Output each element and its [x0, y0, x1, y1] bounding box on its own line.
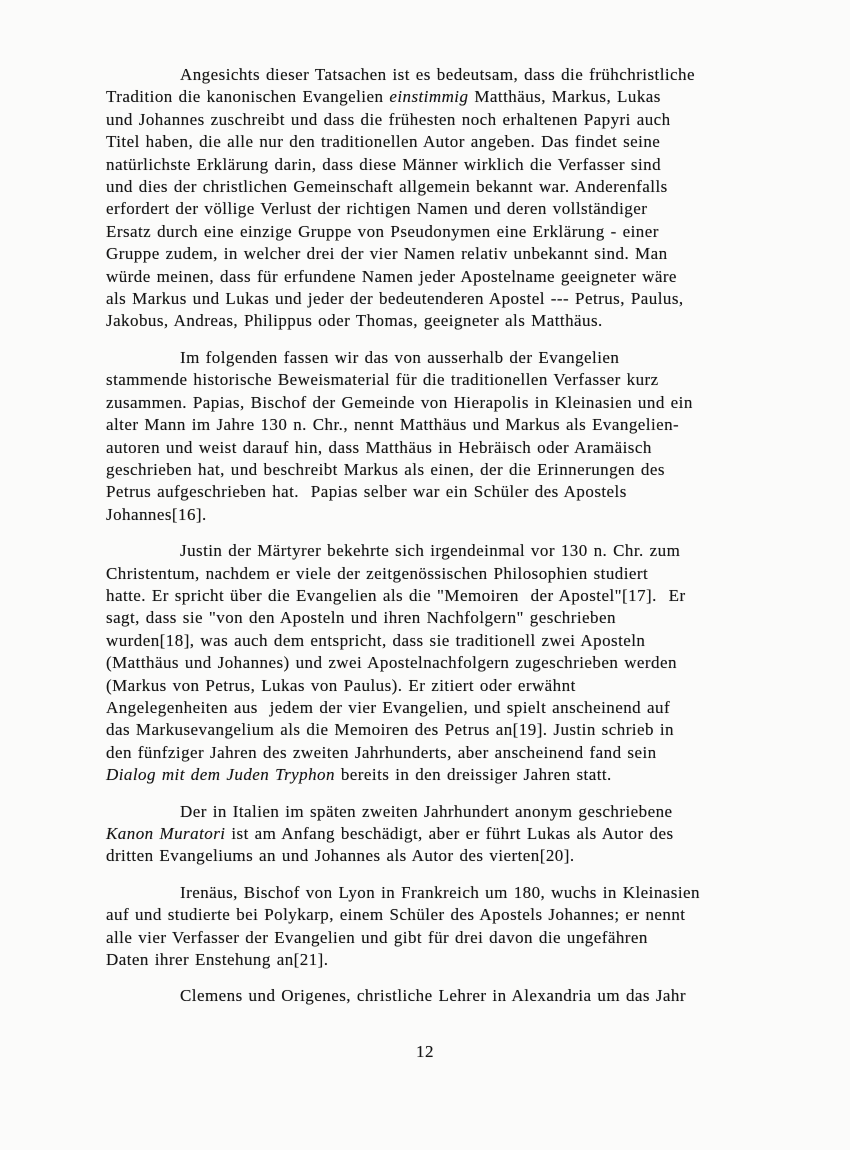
- text-segment: Matthäus, Markus, Lukas: [468, 87, 661, 107]
- text-segment: und dies der christlichen Gemeinschaft allgemein bekannt war. Anderenfalls: [106, 177, 668, 197]
- text-line: [106, 176, 766, 198]
- text-segment: Angesichts dieser Tatsachen ist es bedeutsam, dass die frühchristliche: [180, 65, 695, 84]
- text-segment: Jakobus, Andreas, Philippus oder Thomas, geeigneter als Matthäus.: [106, 311, 603, 331]
- text-line: [106, 414, 766, 436]
- text-segment: auf und studierte bei Polykarp, einem Schüler des Apostels Johannes; er nennt: [106, 905, 686, 925]
- text-line: [106, 585, 766, 607]
- text-segment: zusammen. Papias, Bischof der Gemeinde von Hierapolis in Kleinasien und ein: [106, 392, 693, 412]
- text-line: [106, 801, 766, 823]
- italic-text-segment: Kanon Muratori: [106, 824, 226, 843]
- text-line: [106, 904, 766, 926]
- text-line: [106, 563, 766, 585]
- text-line: [106, 459, 766, 481]
- text-line: [106, 927, 766, 949]
- paragraph: [106, 801, 766, 868]
- text-segment: Angelegenheiten aus jedem der vier Evangelien, und spielt anscheinend auf: [106, 697, 671, 717]
- text-line: [106, 243, 766, 265]
- text-line: [106, 266, 766, 288]
- text-segment: (Markus von Petrus, Lukas von Paulus). Er zitiert oder erwähnt: [106, 675, 576, 695]
- document-text: [106, 64, 766, 1008]
- text-segment: dritten Evangeliums an und Johannes als Autor des vierten[20].: [106, 846, 575, 866]
- text-segment: Justin der Märtyrer bekehrte sich irgendeinmal vor 130 n. Chr. zum: [180, 541, 681, 561]
- text-segment: und Johannes zuschreibt und dass die frühesten noch erhaltenen Papyri auch: [106, 109, 671, 129]
- text-line: [106, 109, 766, 131]
- text-segment: den fünfziger Jahren des zweiten Jahrhunderts, aber anscheinend fand sein: [106, 742, 657, 762]
- italic-text-segment: Dialog mit dem Juden Tryphon: [106, 765, 335, 785]
- text-line: [106, 221, 766, 243]
- text-line: [106, 154, 766, 176]
- text-segment: Irenäus, Bischof von Lyon in Frankreich um 180, wuchs in Kleinasien: [180, 882, 700, 902]
- text-segment: Petrus aufgeschrieben hat. Papias selber war ein Schüler des Apostels: [106, 482, 627, 502]
- text-segment: ist am Anfang beschädigt, aber er führt Lukas als Autor des: [225, 824, 674, 843]
- text-line: [106, 310, 766, 332]
- text-line: [106, 540, 766, 562]
- text-line: [106, 742, 766, 764]
- text-segment: Ersatz durch eine einzige Gruppe von Pseudonymen eine Erklärung - einer: [106, 221, 659, 241]
- text-segment: alle vier Verfasser der Evangelien und gibt für drei davon die ungefähren: [106, 927, 648, 947]
- text-segment: hatte. Er spricht über die Evangelien als die "Memoiren der Apostel"[17]. Er: [106, 585, 686, 605]
- text-segment: Im folgenden fassen wir das von ausserhalb der Evangelien: [180, 347, 620, 367]
- text-line: [106, 86, 766, 108]
- text-segment: autoren und weist darauf hin, dass Matthäus in Hebräisch oder Aramäisch: [106, 437, 652, 457]
- text-line: [106, 198, 766, 220]
- paragraph: [106, 347, 766, 526]
- text-segment: (Matthäus und Johannes) und zwei Apostelnachfolgern zugeschrieben werden: [106, 653, 677, 673]
- text-segment: geschrieben hat, und beschreibt Markus als einen, der die Erinnerungen des: [106, 459, 665, 479]
- text-line: [106, 882, 766, 904]
- text-line: [106, 607, 766, 629]
- text-line: [106, 719, 766, 741]
- text-line: [106, 985, 766, 1007]
- text-line: [106, 823, 766, 845]
- text-segment: Tradition die kanonischen Evangelien: [106, 87, 390, 107]
- text-line: [106, 288, 766, 310]
- text-line: [106, 369, 766, 391]
- text-line: [106, 437, 766, 459]
- text-segment: sagt, dass sie "von den Aposteln und ihren Nachfolgern" geschrieben: [106, 608, 616, 628]
- text-line: [106, 697, 766, 719]
- page-number: 12: [416, 1042, 434, 1061]
- text-line: [106, 764, 766, 786]
- text-segment: das Markusevangelium als die Memoiren des Petrus an[19]. Justin schrieb in: [106, 720, 674, 740]
- paragraph: [106, 64, 766, 333]
- text-segment: Der in Italien im späten zweiten Jahrhundert anonym geschriebene: [180, 801, 673, 821]
- text-line: [106, 64, 766, 86]
- text-segment: alter Mann im Jahre 130 n. Chr., nennt Matthäus und Markus als Evangelien-: [106, 415, 680, 435]
- text-line: [106, 392, 766, 414]
- text-segment: Titel haben, die alle nur den traditionellen Autor angeben. Das findet seine: [106, 132, 661, 152]
- text-segment: würde meinen, dass für erfundene Namen jeder Apostelname geeigneter wäre: [106, 266, 677, 286]
- text-segment: als Markus und Lukas und jeder der bedeutenderen Apostel --- Petrus, Paulus,: [106, 289, 684, 309]
- text-line: [106, 504, 766, 526]
- text-segment: Gruppe zudem, in welcher drei der vier Namen relativ unbekannt sind. Man: [106, 244, 668, 264]
- text-segment: stammende historische Beweismaterial für die traditionellen Verfasser kurz: [106, 370, 659, 390]
- text-segment: bereits in den dreissiger Jahren statt.: [334, 765, 612, 785]
- text-line: [106, 131, 766, 153]
- text-segment: Daten ihrer Enstehung an[21].: [106, 950, 329, 970]
- text-line: [106, 949, 766, 971]
- paragraph: [106, 882, 766, 972]
- text-segment: natürlichste Erklärung darin, dass diese Männer wirklich die Verfasser sind: [106, 154, 662, 174]
- paragraph: [106, 985, 766, 1007]
- text-segment: erfordert der völlige Verlust der richtigen Namen und deren vollständiger: [106, 199, 648, 219]
- text-segment: Johannes[16].: [106, 504, 207, 524]
- text-line: [106, 845, 766, 867]
- text-segment: Christentum, nachdem er viele der zeitgenössischen Philosophien studiert: [106, 563, 649, 583]
- text-line: [106, 481, 766, 503]
- paragraph: [106, 540, 766, 786]
- text-line: [106, 347, 766, 369]
- text-line: [106, 630, 766, 652]
- text-segment: Clemens und Origenes, christliche Lehrer in Alexandria um das Jahr: [180, 986, 686, 1006]
- italic-text-segment: einstimmig: [389, 87, 469, 107]
- text-line: [106, 675, 766, 697]
- text-segment: wurden[18], was auch dem entspricht, dass sie traditionell zwei Aposteln: [106, 630, 646, 650]
- text-line: [106, 652, 766, 674]
